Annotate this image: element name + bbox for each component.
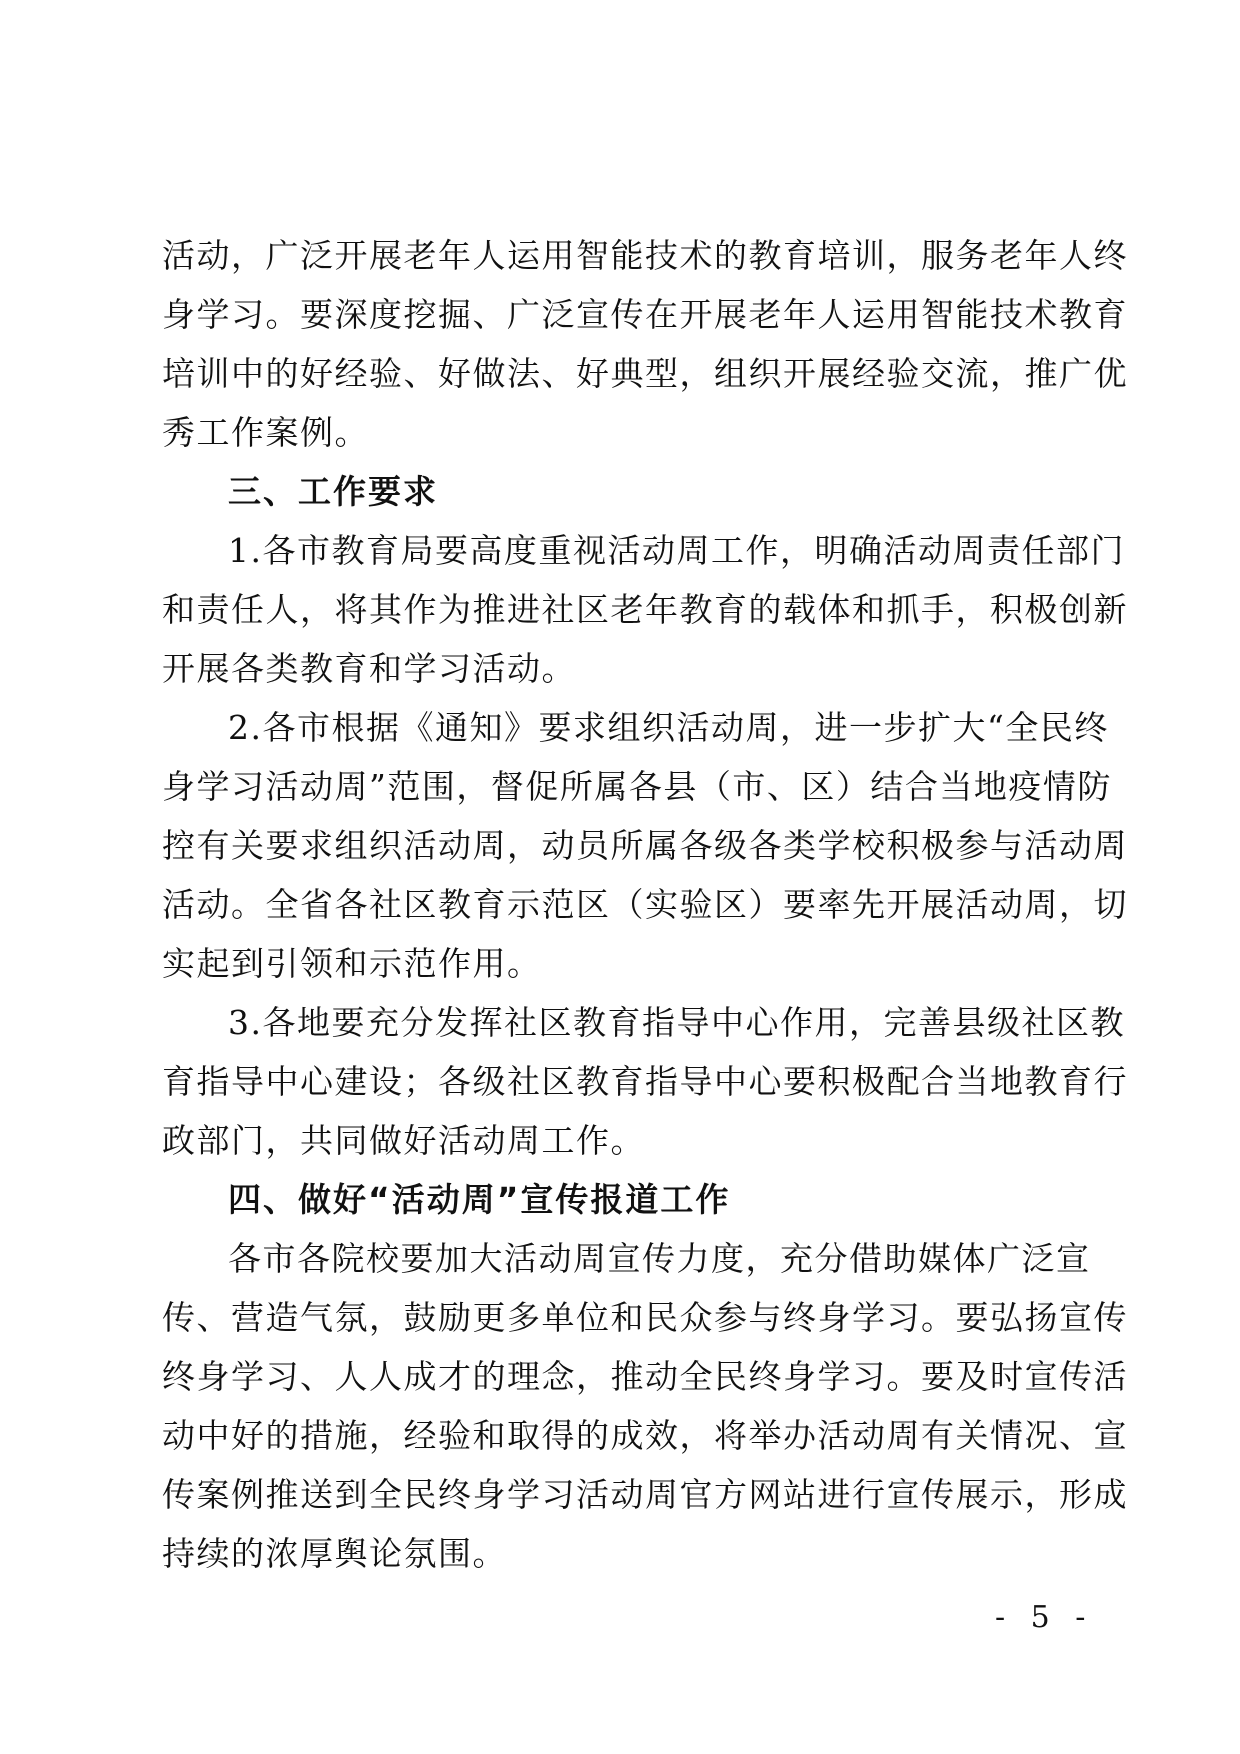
- text-line: 育指导中心建设；各级社区教育指导中心要积极配合当地教育行: [162, 1062, 1128, 1101]
- text-line: 秀工作案例。: [162, 413, 369, 452]
- text-line: 培训中的好经验、好做法、好典型，组织开展经验交流，推广优: [162, 354, 1128, 393]
- section-heading-3: 三、工作要求: [228, 472, 438, 511]
- text-line: 传、营造气氛，鼓励更多单位和民众参与终身学习。要弘扬宣传: [162, 1298, 1128, 1337]
- text-line: 各市各院校要加大活动周宣传力度，充分借助媒体广泛宣: [228, 1239, 1091, 1278]
- text-line: 政部门，共同做好活动周工作。: [162, 1121, 645, 1160]
- text-line: 和责任人，将其作为推进社区老年教育的载体和抓手，积极创新: [162, 590, 1128, 629]
- text-line: 1.各市教育局要高度重视活动周工作，明确活动周责任部门: [228, 531, 1125, 570]
- text-line: 动中好的措施，经验和取得的成效，将举办活动周有关情况、宣: [162, 1416, 1128, 1455]
- text-line: 身学习活动周”范围，督促所属各县（市、区）结合当地疫情防: [162, 767, 1112, 806]
- text-line: 活动，广泛开展老年人运用智能技术的教育培训，服务老年人终: [162, 236, 1128, 275]
- text-line: 实起到引领和示范作用。: [162, 944, 542, 983]
- text-line: 终身学习、人人成才的理念，推动全民终身学习。要及时宣传活: [162, 1357, 1128, 1396]
- text-line: 开展各类教育和学习活动。: [162, 649, 576, 688]
- text-line: 控有关要求组织活动周，动员所属各级各类学校积极参与活动周: [162, 826, 1128, 865]
- text-line: 身学习。要深度挖掘、广泛宣传在开展老年人运用智能技术教育: [162, 295, 1128, 334]
- body-text: [162, 226, 1128, 1583]
- page-number: - 5 -: [995, 1600, 1094, 1635]
- text-line: 3.各地要充分发挥社区教育指导中心作用，完善县级社区教: [228, 1003, 1125, 1042]
- section-heading-4: 四、做好“活动周”宣传报道工作: [228, 1180, 731, 1219]
- text-line: 2.各市根据《通知》要求组织活动周，进一步扩大“全民终: [228, 708, 1109, 747]
- text-line: 持续的浓厚舆论氛围。: [162, 1534, 507, 1573]
- text-line: 传案例推送到全民终身学习活动周官方网站进行宣传展示，形成: [162, 1475, 1128, 1514]
- text-line: 活动。全省各社区教育示范区（实验区）要率先开展活动周，切: [162, 885, 1128, 924]
